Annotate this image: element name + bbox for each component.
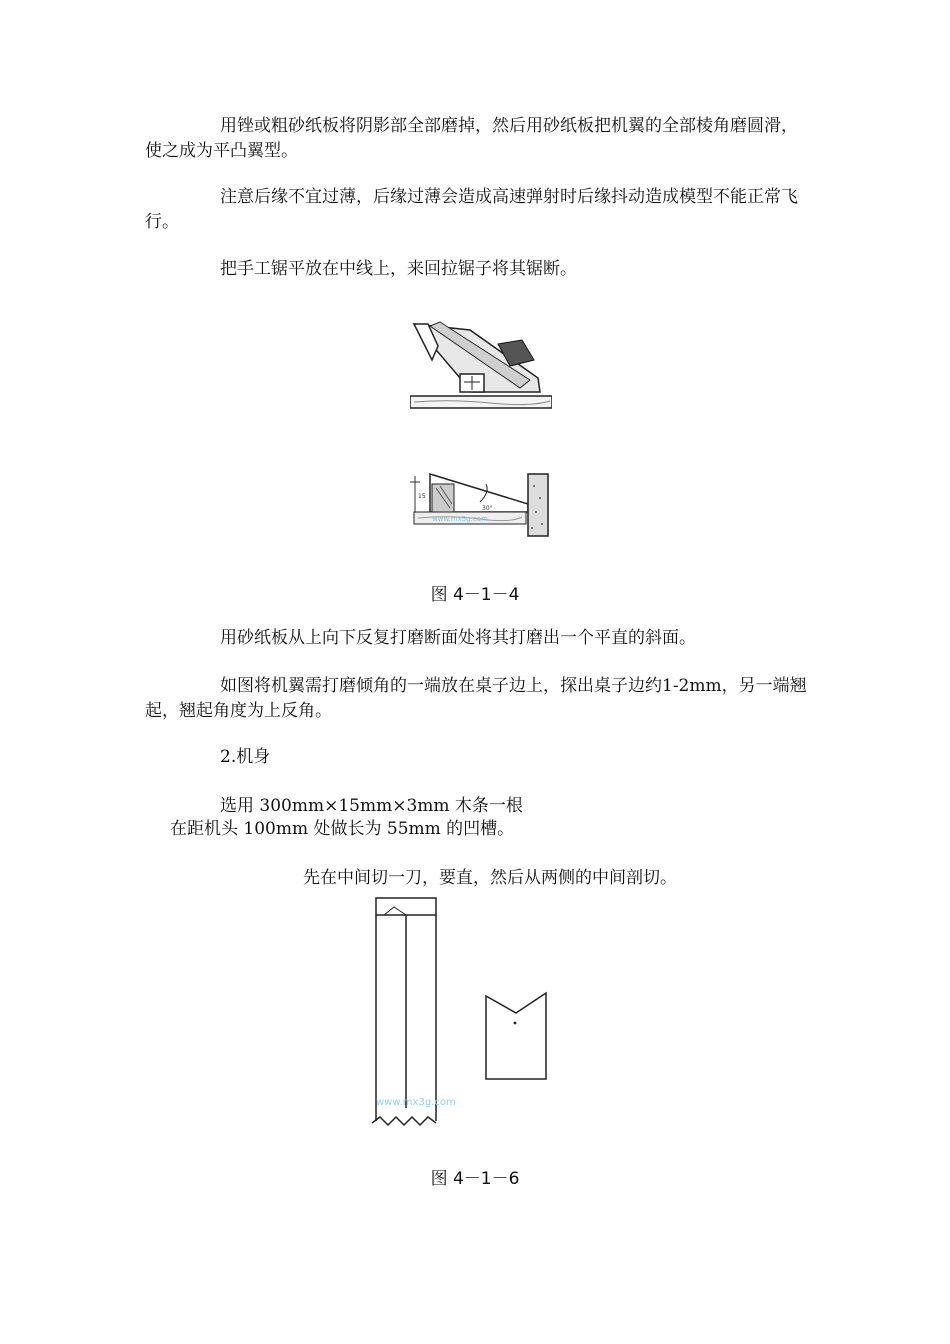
fuselage-strip-drawing (372, 898, 436, 1125)
figure-fuselage-notch (370, 893, 552, 1128)
figure-caption-4-1-4: 图 4－1－4 (430, 585, 520, 605)
paragraph-notch: 在距机头 100mm 处做长为 55mm 的凹槽。 (170, 819, 515, 839)
paragraph-dihedral: 如图将机翼需打磨倾角的一端放在桌子边上，探出桌子边约1-2mm，另一端翘起，翘起角度为上反角。 (145, 676, 807, 721)
paragraph-trailing-edge: 注意后缘不宜过薄，后缘过薄会造成高速弹射时后缘抖动造成模型不能正常飞行。 (145, 187, 798, 232)
saw-wing-drawing (410, 322, 552, 408)
figure-saw-illustration (410, 316, 552, 541)
dihedral-angle-drawing (410, 474, 548, 536)
paragraph-cut: 先在中间切一刀，要直，然后从两侧的中间剖切。 (303, 868, 677, 888)
paragraph-sanding: 用锉或粗砂纸板将阴影部全部磨掉，然后用砂纸板把机翼的全部棱角磨圆滑，使之成为平凸翼型。 (145, 116, 798, 161)
paragraph-saw: 把手工锯平放在中线上，来回拉锯子将其锯断。 (220, 259, 577, 279)
angle-label: 30° (482, 505, 493, 512)
watermark: www.mx3g.com (376, 1097, 456, 1108)
paragraph-bevel: 用砂纸板从上向下反复打磨断面处将其打磨出一个平直的斜面。 (220, 628, 696, 648)
watermark: www.mx3g.com (432, 515, 488, 523)
section-heading-fuselage: 2.机身 (220, 747, 271, 767)
dimension-label: 15 (418, 493, 426, 500)
notch-shape-drawing (486, 993, 546, 1079)
paragraph-material: 选用 300mm×15mm×3mm 木条一根 (220, 796, 523, 816)
figure-caption-4-1-6: 图 4－1－6 (430, 1169, 520, 1189)
